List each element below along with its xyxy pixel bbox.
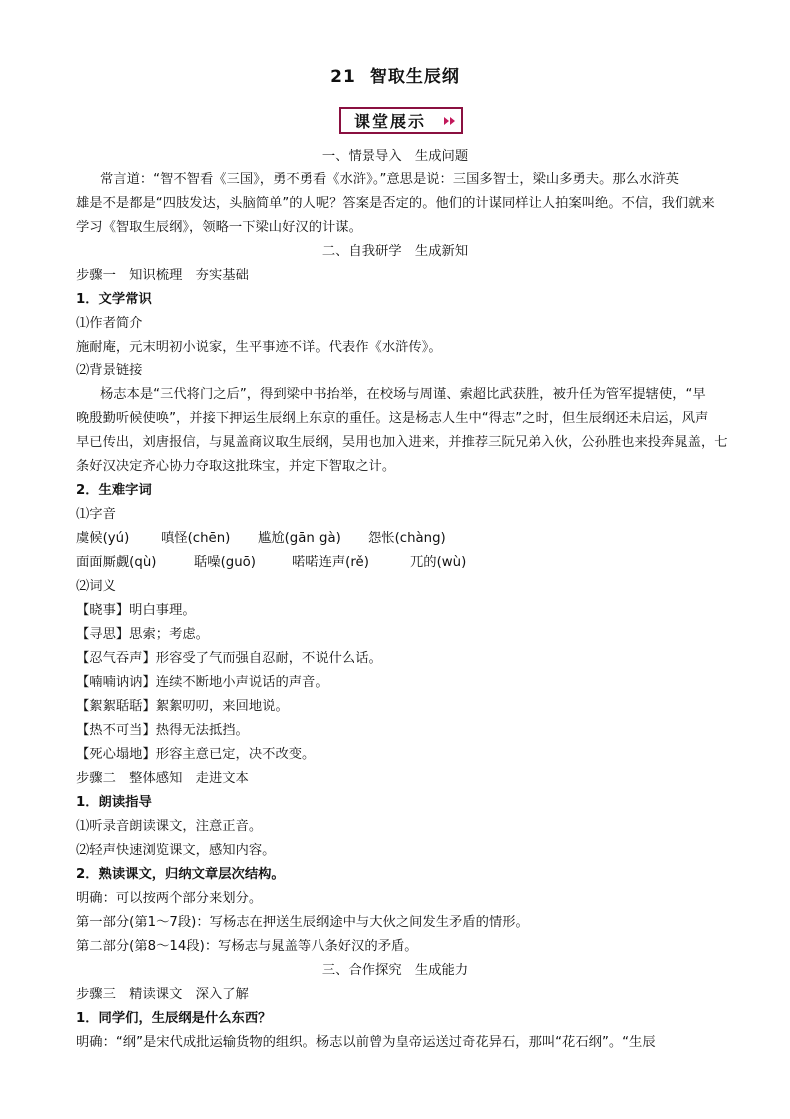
- paragraph-line: 学习《智取生辰纲》，领略一下梁山好汉的计谋。: [76, 220, 362, 235]
- item-heading: 1．文学常识: [76, 292, 152, 307]
- item-heading: 2．熟读课文，归纳文章层次结构。: [76, 867, 285, 882]
- pinyin-entry: 面面厮觑(qù): [76, 555, 157, 570]
- paragraph-line: 第一部分(第1～7段)：写杨志在押送生辰纲途中与大伙之间发生矛盾的情形。: [76, 915, 529, 930]
- sub-heading: ⑴作者简介: [76, 316, 143, 331]
- section-heading: 二、自我研学 生成新知: [321, 244, 469, 259]
- pinyin-entry: 怨怅(chàng): [368, 531, 446, 546]
- paragraph-line: 常言道：“智不智看《三国》，勇不勇看《水浒》。”意思是说：三国多智士，梁山多勇夫。那么水浒英: [100, 172, 679, 187]
- vocab-entry: 【死心塌地】形容主意已定，决不改变。: [76, 747, 316, 762]
- paragraph-line: 晚殷勤听候使唤”，并接下押运生辰纲上东京的重任。这是杨志人生中“得志”之时，但生辰纲还未启运，风声: [76, 411, 709, 426]
- item-heading: 1．同学们，生辰纲是什么东西？: [76, 1011, 272, 1026]
- vocab-entry: 【热不可当】热得无法抵挡。: [76, 723, 249, 738]
- answer-line: 明确：可以按两个部分来划分。: [76, 891, 263, 906]
- answer-line: 明确：“纲”是宋代成批运输货物的组织。杨志以前曾为皇帝运送过奇花异石，那叫“花石纲”。“生辰: [76, 1035, 656, 1050]
- lesson-title-text: 智取生辰纲: [369, 67, 460, 87]
- vocab-entry: 【寻思】思索；考虑。: [76, 627, 209, 642]
- pinyin-entry: 兀的(wù): [410, 555, 467, 570]
- pinyin-entry: 尴尬(gān gà): [258, 531, 341, 546]
- sub-heading: ⑴字音: [76, 507, 116, 522]
- banner-label: 课堂展示: [353, 112, 426, 131]
- item-heading: 2．生难字词: [76, 483, 152, 498]
- section-heading: 一、情景导入 生成问题: [321, 149, 469, 164]
- paragraph-line: 早已传出，刘唐报信，与晁盖商议取生辰纲，吴用也加入进来，并推荐三阮兄弟入伙，公孙胜也来投奔晁盖，七: [76, 435, 728, 450]
- paragraph-line: ⑵轻声快速浏览课文，感知内容。: [76, 843, 276, 858]
- paragraph-line: 雄是不是都是“四肢发达，头脑简单”的人呢？答案是否定的。他们的计谋同样让人拍案叫绝。不信，我们就来: [76, 196, 715, 211]
- double-chevron-right-icon: [439, 109, 461, 132]
- pinyin-entry: 嗔怪(chēn): [161, 531, 231, 546]
- section-heading: 三、合作探究 生成能力: [321, 963, 469, 978]
- step-heading: 步骤二 整体感知 走进文本: [76, 771, 249, 786]
- vocab-entry: 【喃喃讷讷】连续不断地小声说话的声音。: [76, 675, 329, 690]
- lesson-title: [0, 62, 790, 87]
- paragraph-line: 条好汉决定齐心协力夺取这批珠宝，并定下智取之计。: [76, 459, 396, 474]
- vocab-entry: 【絮絮聒聒】絮絮叨叨，来回地说。: [76, 699, 289, 714]
- pinyin-entry: 喏喏连声(rě): [292, 555, 369, 570]
- sub-heading: ⑵词义: [76, 579, 116, 594]
- item-heading: 1．朗读指导: [76, 795, 152, 810]
- lesson-number: 21: [330, 67, 356, 87]
- step-heading: 步骤三 精读课文 深入了解: [76, 987, 249, 1002]
- paragraph-line: 杨志本是“三代将门之后”，得到梁中书抬举，在校场与周谨、索超比武获胜，被升任为管军提辖使，“早: [100, 387, 706, 402]
- sub-heading: ⑵背景链接: [76, 363, 143, 378]
- paragraph-line: ⑴听录音朗读课文，注意正音。: [76, 819, 263, 834]
- vocab-entry: 【晓事】明白事理。: [76, 603, 196, 618]
- vocab-entry: 【忍气吞声】形容受了气而强自忍耐，不说什么话。: [76, 651, 382, 666]
- pinyin-entry: 虞候(yú): [76, 531, 130, 546]
- step-heading: 步骤一 知识梳理 夯实基础: [76, 268, 249, 283]
- paragraph-line: 施耐庵，元末明初小说家，生平事迹不详。代表作《水浒传》。: [76, 340, 442, 355]
- pinyin-entry: 聒噪(guō): [194, 555, 256, 570]
- section-banner: [339, 107, 463, 134]
- paragraph-line: 第二部分(第8～14段)：写杨志与晁盖等八条好汉的矛盾。: [76, 939, 418, 954]
